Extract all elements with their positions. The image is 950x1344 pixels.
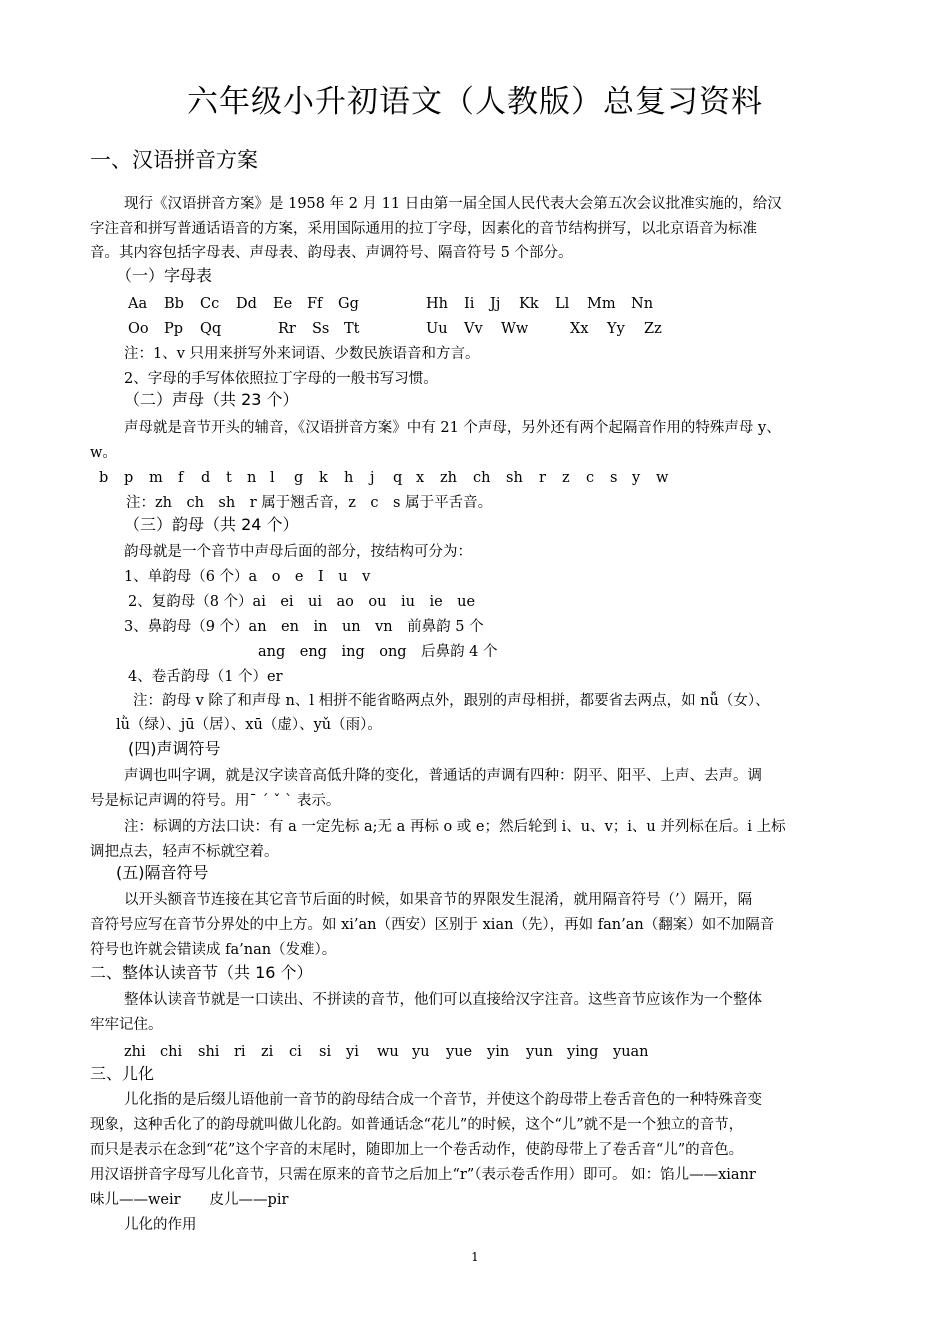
- initial-letter: h: [344, 470, 354, 486]
- subheading-tones: (四)声调符号: [128, 739, 221, 758]
- paragraph-line: 音符号应写在音节分界处的中上方。如 xi’an（西安）区别于 xian（先），再如 fan’an（翻案）如不加隔音: [90, 917, 775, 933]
- paragraph-line: 而只是表示在念到“花”这个字音的末尾时，随即加上一个卷舌动作，使韵母带上了卷舌音“儿”的音色。: [90, 1142, 744, 1158]
- syllable-item: zi: [261, 1044, 274, 1060]
- initial-letter: c: [586, 470, 595, 486]
- initial-letter: zh: [440, 470, 457, 486]
- alphabet-letter: Qq: [200, 321, 222, 337]
- initial-letter: ch: [473, 470, 491, 486]
- syllable-item: ying: [567, 1044, 599, 1060]
- initial-letter: f: [178, 470, 184, 486]
- syllable-item: yin: [487, 1044, 510, 1060]
- subheading-alphabet: （一）字母表: [116, 266, 213, 285]
- alphabet-letter: Ee: [273, 296, 293, 312]
- section-heading-pinyin: 一、汉语拼音方案: [90, 148, 258, 172]
- subheading-separator: (五)隔音符号: [116, 863, 209, 882]
- alphabet-letter: Ww: [501, 321, 529, 337]
- alphabet-letter: Uu: [426, 321, 448, 337]
- alphabet-letter: Oo: [128, 321, 149, 337]
- paragraph-line: w。: [90, 445, 117, 461]
- alphabet-letter: Gg: [338, 296, 359, 312]
- page-title: 六年级小升初语文（人教版）总复习资料: [187, 84, 763, 120]
- note-line: lǜ（绿）、jū（居）、xū（虚）、yǔ（雨）。: [116, 717, 382, 733]
- alphabet-letter: Rr: [278, 321, 296, 337]
- alphabet-letter: Ss: [312, 321, 330, 337]
- alphabet-letter: Mm: [587, 296, 616, 312]
- alphabet-letter: Ii: [464, 296, 475, 312]
- paragraph-line: 儿化指的是后缀儿语他前一音节的韵母结合成一个音节，并使这个韵母带上卷舌音色的一种特殊音变: [124, 1092, 762, 1108]
- section-heading-whole-syllables: 二、整体认读音节（共 16 个）: [90, 963, 313, 982]
- alphabet-letter: Cc: [200, 296, 220, 312]
- subheading-finals: （三）韵母（共 24 个）: [124, 515, 299, 534]
- syllable-item: ci: [289, 1044, 302, 1060]
- paragraph-line: 字注音和拼写普通话语音的方案，采用国际通用的拉丁字母，因素化的音节结构拼写，以北京语音为标准: [90, 221, 757, 237]
- syllable-item: yun: [526, 1044, 553, 1060]
- alphabet-letter: Bb: [164, 296, 184, 312]
- finals-simple: 1、单韵母（6 个）a o e I u v: [124, 569, 371, 585]
- initial-letter: k: [319, 470, 328, 486]
- initial-letter: m: [149, 470, 163, 486]
- initial-letter: t: [226, 470, 232, 486]
- alphabet-letter: Aa: [128, 296, 148, 312]
- initial-letter: l: [270, 470, 275, 486]
- paragraph-line: 号是标记声调的符号。用ˉ ˊ ˇ ˋ 表示。: [90, 793, 341, 809]
- note-line: 注：韵母 v 除了和声母 n、l 相拼不能省略两点外，跟别的声母相拼，都要省去两点，如 nǚ（女）、: [133, 693, 770, 709]
- finals-compound: 2、复韵母（8 个）ai ei ui ao ou iu ie ue: [128, 594, 476, 610]
- paragraph-line: 儿化的作用: [124, 1217, 197, 1233]
- note-line: 调把点去，轻声不标就空着。: [90, 844, 279, 860]
- paragraph-line: 音。其内容包括字母表、声母表、韵母表、声调符号、隔音符号 5 个部分。: [90, 245, 573, 261]
- finals-retroflex: 4、卷舌韵母（1 个）er: [128, 669, 283, 685]
- initial-letter: p: [124, 470, 134, 486]
- syllable-item: yue: [446, 1044, 473, 1060]
- alphabet-letter: Jj: [490, 296, 501, 312]
- paragraph-line: 以开头额音节连接在其它音节后面的时候，如果音节的界限发生混淆，就用隔音符号（’）隔开，隔: [124, 892, 753, 908]
- section-heading-erhua: 三、儿化: [90, 1064, 155, 1083]
- alphabet-letter: Tt: [344, 321, 360, 337]
- alphabet-letter: Zz: [644, 321, 662, 337]
- initial-letter: r: [539, 470, 546, 486]
- note-line: 2、字母的手写体依照拉丁字母的一般书写习惯。: [124, 371, 438, 387]
- alphabet-letter: Yy: [607, 321, 625, 337]
- syllable-item: chi: [160, 1044, 183, 1060]
- paragraph-line: 现行《汉语拼音方案》是 1958 年 2 月 11 日由第一届全国人民代表大会第五次会议批准实施的，给汉: [124, 196, 782, 212]
- paragraph-line: 符号也许就会错读成 fa’nan（发难）。: [90, 942, 337, 958]
- alphabet-letter: Xx: [570, 321, 589, 337]
- initial-letter: s: [610, 470, 618, 486]
- initial-letter: y: [632, 470, 641, 486]
- initial-letter: d: [201, 470, 211, 486]
- syllable-item: zhi: [124, 1044, 146, 1060]
- note-line: 注：1、v 只用来拼写外来词语、少数民族语音和方言。: [124, 346, 480, 362]
- alphabet-letter: Dd: [236, 296, 257, 312]
- paragraph-line: 声母就是音节开头的辅音，《汉语拼音方案》中有 21 个声母，另外还有两个起隔音作用的特殊声母 y、: [124, 420, 781, 436]
- finals-nasal-back: ang eng ing ong 后鼻韵 4 个: [258, 644, 498, 660]
- note-line: 注：zh ch sh r 属于翘舌音，z c s 属于平舌音。: [126, 495, 493, 511]
- paragraph-line: 用汉语拼音字母写儿化音节，只需在原来的音节之后加上“r”（表示卷舌作用）即可。 如：馅儿——xianr: [90, 1167, 756, 1183]
- syllable-item: wu: [377, 1044, 399, 1060]
- alphabet-letter: Hh: [426, 296, 448, 312]
- alphabet-letter: Nn: [631, 296, 654, 312]
- paragraph-line: 韵母就是一个音节中声母后面的部分，按结构可分为：: [124, 544, 472, 560]
- initial-letter: sh: [506, 470, 523, 486]
- initial-letter: n: [247, 470, 257, 486]
- note-line: 注：标调的方法口诀：有 a 一定先标 a;无 a 再标 o 或 e；然后轮到 i、u、v；i、u 并列标在后。i 上标: [124, 819, 786, 835]
- alphabet-letter: Kk: [519, 296, 539, 312]
- alphabet-letter: Pp: [164, 321, 184, 337]
- subheading-initials: （二）声母（共 23 个）: [124, 390, 299, 409]
- initial-letter: w: [656, 470, 669, 486]
- syllable-item: ri: [234, 1044, 246, 1060]
- syllable-item: yuan: [613, 1044, 649, 1060]
- page-number: 1: [471, 1250, 479, 1264]
- alphabet-letter: Ff: [307, 296, 323, 312]
- initial-letter: j: [370, 470, 375, 486]
- paragraph-line: 整体认读音节就是一口读出、不拼读的音节，他们可以直接给汉字注音。这些音节应该作为一个整体: [124, 992, 762, 1008]
- paragraph-line: 牢牢记住。: [90, 1017, 163, 1033]
- initial-letter: q: [393, 470, 403, 486]
- paragraph-line: 现象，这种舌化了的韵母就叫做儿化韵。如普通话念“花儿”的时候，这个“儿”就不是一个独立的音节，: [90, 1117, 744, 1133]
- syllable-item: shi: [198, 1044, 220, 1060]
- syllable-item: si: [319, 1044, 332, 1060]
- initial-letter: b: [99, 470, 109, 486]
- initial-letter: z: [562, 470, 570, 486]
- syllable-item: yu: [412, 1044, 430, 1060]
- initial-letter: g: [294, 470, 304, 486]
- paragraph-line: 味儿——weir 皮儿——pir: [90, 1192, 289, 1208]
- initial-letter: x: [416, 470, 425, 486]
- alphabet-letter: Ll: [555, 296, 570, 312]
- alphabet-letter: Vv: [464, 321, 483, 337]
- finals-nasal: 3、鼻韵母（9 个）an en in un vn 前鼻韵 5 个: [124, 619, 484, 635]
- paragraph-line: 声调也叫字调，就是汉字读音高低升降的变化，普通话的声调有四种：阴平、阳平、上声、去声。调: [124, 768, 762, 784]
- syllable-item: yi: [346, 1044, 359, 1060]
